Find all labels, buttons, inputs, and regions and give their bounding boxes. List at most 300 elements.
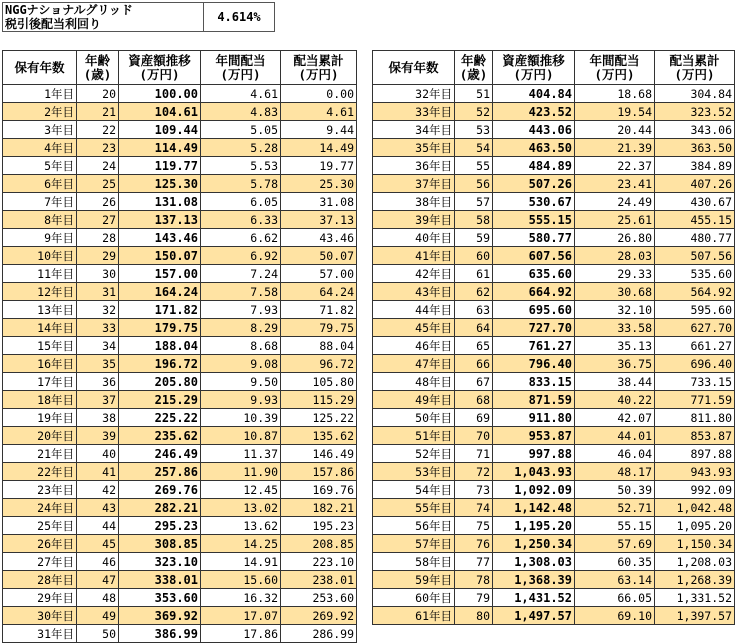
cell-asset: 282.21 [119,499,201,517]
cell-age: 61 [455,265,493,283]
cell-dividend: 26.80 [575,229,655,247]
table-row [373,193,735,211]
cell-year: 9年目 [3,229,77,247]
cell-cumulative: 897.88 [655,445,735,463]
table-row [373,247,735,265]
cell-year: 37年目 [373,175,455,193]
cell-dividend: 18.68 [575,85,655,103]
cell-dividend: 5.05 [201,121,281,139]
cell-cumulative: 253.60 [281,589,357,607]
cell-year: 34年目 [373,121,455,139]
cell-year: 29年目 [3,589,77,607]
table-row [373,535,735,553]
cell-cumulative: 507.56 [655,247,735,265]
cell-cumulative: 1,268.39 [655,571,735,589]
cell-year: 28年目 [3,571,77,589]
cell-year: 23年目 [3,481,77,499]
cell-year: 51年目 [373,427,455,445]
cell-age: 23 [77,139,119,157]
cell-dividend: 25.61 [575,211,655,229]
cell-year: 38年目 [373,193,455,211]
cell-dividend: 17.07 [201,607,281,625]
cell-asset: 1,142.48 [493,499,575,517]
table-row [373,211,735,229]
cell-age: 70 [455,427,493,445]
cell-cumulative: 535.60 [655,265,735,283]
cell-year: 59年目 [373,571,455,589]
table-row [373,409,735,427]
cell-asset: 1,092.09 [493,481,575,499]
cell-asset: 555.15 [493,211,575,229]
table-row [373,427,735,445]
table-row [3,607,357,625]
cell-age: 65 [455,337,493,355]
cell-dividend: 52.71 [575,499,655,517]
table-row [3,265,357,283]
cell-age: 44 [77,517,119,535]
cell-cumulative: 1,208.03 [655,553,735,571]
cell-age: 54 [455,139,493,157]
cell-cumulative: 480.77 [655,229,735,247]
cell-year: 32年目 [373,85,455,103]
cell-dividend: 17.86 [201,625,281,643]
cell-year: 33年目 [373,103,455,121]
cell-asset: 137.13 [119,211,201,229]
cell-age: 62 [455,283,493,301]
cell-cumulative: 455.15 [655,211,735,229]
cell-year: 30年目 [3,607,77,625]
cell-cumulative: 304.84 [655,85,735,103]
cell-dividend: 36.75 [575,355,655,373]
header-age: 年齢 (歳) [455,51,493,85]
cell-asset: 911.80 [493,409,575,427]
table-row [373,139,735,157]
cell-age: 38 [77,409,119,427]
cell-dividend: 12.45 [201,481,281,499]
cell-asset: 119.77 [119,157,201,175]
table-row [373,157,735,175]
cell-age: 71 [455,445,493,463]
cell-dividend: 32.10 [575,301,655,319]
cell-asset: 369.92 [119,607,201,625]
cell-age: 28 [77,229,119,247]
cell-dividend: 7.58 [201,283,281,301]
table-row [3,427,357,445]
cell-cumulative: 195.23 [281,517,357,535]
cell-year: 55年目 [373,499,455,517]
cell-cumulative: 1,095.20 [655,517,735,535]
cell-year: 40年目 [373,229,455,247]
cell-age: 80 [455,607,493,625]
table-row [3,103,357,121]
cell-dividend: 5.78 [201,175,281,193]
cell-dividend: 33.58 [575,319,655,337]
table-row [373,481,735,499]
cell-asset: 423.52 [493,103,575,121]
cell-year: 10年目 [3,247,77,265]
cell-age: 68 [455,391,493,409]
table-row [3,391,357,409]
cell-cumulative: 223.10 [281,553,357,571]
cell-year: 46年目 [373,337,455,355]
cell-age: 79 [455,589,493,607]
cell-dividend: 14.25 [201,535,281,553]
cell-cumulative: 169.76 [281,481,357,499]
cell-year: 8年目 [3,211,77,229]
cell-asset: 269.76 [119,481,201,499]
cell-cumulative: 64.24 [281,283,357,301]
cell-year: 3年目 [3,121,77,139]
cell-cumulative: 238.01 [281,571,357,589]
cell-age: 59 [455,229,493,247]
cell-age: 64 [455,319,493,337]
table-row [373,229,735,247]
cell-year: 58年目 [373,553,455,571]
table-row [3,337,357,355]
cell-year: 47年目 [373,355,455,373]
cell-cumulative: 1,397.57 [655,607,735,625]
cell-year: 50年目 [373,409,455,427]
cell-age: 55 [455,157,493,175]
cell-year: 48年目 [373,373,455,391]
cell-year: 13年目 [3,301,77,319]
cell-cumulative: 430.67 [655,193,735,211]
table-row [373,337,735,355]
cell-cumulative: 96.72 [281,355,357,373]
cell-cumulative: 992.09 [655,481,735,499]
table-row [3,373,357,391]
cell-cumulative: 14.49 [281,139,357,157]
cell-cumulative: 146.49 [281,445,357,463]
cell-age: 21 [77,103,119,121]
cell-dividend: 16.32 [201,589,281,607]
cell-asset: 404.84 [493,85,575,103]
cell-year: 53年目 [373,463,455,481]
cell-age: 40 [77,445,119,463]
cell-asset: 215.29 [119,391,201,409]
table-row [3,85,357,103]
cell-cumulative: 323.52 [655,103,735,121]
cell-age: 46 [77,553,119,571]
cell-asset: 157.00 [119,265,201,283]
table-row [373,571,735,589]
cell-age: 29 [77,247,119,265]
cell-dividend: 55.15 [575,517,655,535]
cell-age: 30 [77,265,119,283]
table-row [373,85,735,103]
cell-year: 18年目 [3,391,77,409]
projection-table-right [372,50,735,625]
cell-age: 53 [455,121,493,139]
cell-dividend: 50.39 [575,481,655,499]
cell-dividend: 30.68 [575,283,655,301]
cell-age: 63 [455,301,493,319]
cell-asset: 205.80 [119,373,201,391]
cell-asset: 295.23 [119,517,201,535]
cell-year: 36年目 [373,157,455,175]
cell-year: 4年目 [3,139,77,157]
cell-asset: 114.49 [119,139,201,157]
cell-year: 16年目 [3,355,77,373]
cell-asset: 104.61 [119,103,201,121]
cell-cumulative: 661.27 [655,337,735,355]
cell-cumulative: 343.06 [655,121,735,139]
cell-asset: 386.99 [119,625,201,643]
cell-asset: 150.07 [119,247,201,265]
cell-cumulative: 363.50 [655,139,735,157]
cell-cumulative: 0.00 [281,85,357,103]
cell-asset: 871.59 [493,391,575,409]
cell-age: 69 [455,409,493,427]
header-dividend: 年間配当 (万円) [575,51,655,85]
header-row [3,51,357,85]
cell-asset: 507.26 [493,175,575,193]
cell-year: 35年目 [373,139,455,157]
cell-dividend: 13.62 [201,517,281,535]
cell-asset: 1,195.20 [493,517,575,535]
cell-cumulative: 157.86 [281,463,357,481]
cell-dividend: 4.61 [201,85,281,103]
cell-age: 57 [455,193,493,211]
cell-year: 27年目 [3,553,77,571]
cell-dividend: 46.04 [575,445,655,463]
table-row [3,625,357,643]
cell-cumulative: 25.30 [281,175,357,193]
cell-cumulative: 105.80 [281,373,357,391]
cell-cumulative: 853.87 [655,427,735,445]
cell-dividend: 9.93 [201,391,281,409]
cell-dividend: 22.37 [575,157,655,175]
table-row [373,517,735,535]
cell-asset: 484.89 [493,157,575,175]
table-row [373,301,735,319]
cell-cumulative: 564.92 [655,283,735,301]
cell-dividend: 23.41 [575,175,655,193]
cell-age: 24 [77,157,119,175]
header-asset: 資産額推移 (万円) [493,51,575,85]
header-age: 年齢 (歳) [77,51,119,85]
cell-dividend: 6.62 [201,229,281,247]
info-table [2,2,275,32]
table-row [3,535,357,553]
cell-year: 61年目 [373,607,455,625]
table-row [373,175,735,193]
stock-name-cell [3,3,204,32]
stock-name: NGGナショナルグリッド [5,3,133,17]
cell-year: 20年目 [3,427,77,445]
cell-dividend: 6.92 [201,247,281,265]
cell-cumulative: 43.46 [281,229,357,247]
table-row [373,319,735,337]
cell-asset: 188.04 [119,337,201,355]
cell-dividend: 4.83 [201,103,281,121]
cell-cumulative: 1,042.48 [655,499,735,517]
cell-asset: 338.01 [119,571,201,589]
cell-asset: 171.82 [119,301,201,319]
cell-asset: 179.75 [119,319,201,337]
cell-age: 41 [77,463,119,481]
cell-age: 33 [77,319,119,337]
cell-asset: 1,497.57 [493,607,575,625]
cell-asset: 1,250.34 [493,535,575,553]
cell-year: 41年目 [373,247,455,265]
header-cumulative: 配当累計 (万円) [281,51,357,85]
table-row [373,589,735,607]
cell-dividend: 19.54 [575,103,655,121]
cell-age: 32 [77,301,119,319]
cell-cumulative: 4.61 [281,103,357,121]
table-row [3,463,357,481]
cell-cumulative: 269.92 [281,607,357,625]
cell-dividend: 6.05 [201,193,281,211]
cell-dividend: 48.17 [575,463,655,481]
cell-age: 60 [455,247,493,265]
cell-asset: 664.92 [493,283,575,301]
cell-cumulative: 595.60 [655,301,735,319]
cell-asset: 761.27 [493,337,575,355]
table-row [3,499,357,517]
cell-asset: 257.86 [119,463,201,481]
cell-dividend: 14.91 [201,553,281,571]
cell-year: 31年目 [3,625,77,643]
cell-age: 48 [77,589,119,607]
cell-dividend: 28.03 [575,247,655,265]
cell-dividend: 10.87 [201,427,281,445]
cell-asset: 1,308.03 [493,553,575,571]
cell-dividend: 42.07 [575,409,655,427]
cell-year: 21年目 [3,445,77,463]
cell-dividend: 21.39 [575,139,655,157]
cell-year: 6年目 [3,175,77,193]
cell-cumulative: 9.44 [281,121,357,139]
cell-year: 57年目 [373,535,455,553]
table-row [3,139,357,157]
cell-dividend: 7.93 [201,301,281,319]
cell-dividend: 20.44 [575,121,655,139]
cell-cumulative: 88.04 [281,337,357,355]
cell-year: 60年目 [373,589,455,607]
table-row [3,589,357,607]
cell-cumulative: 384.89 [655,157,735,175]
cell-year: 42年目 [373,265,455,283]
cell-dividend: 5.28 [201,139,281,157]
cell-asset: 953.87 [493,427,575,445]
header-year: 保有年数 [3,51,77,85]
cell-cumulative: 135.62 [281,427,357,445]
cell-asset: 833.15 [493,373,575,391]
cell-asset: 353.60 [119,589,201,607]
cell-dividend: 60.35 [575,553,655,571]
cell-cumulative: 115.29 [281,391,357,409]
cell-year: 54年目 [373,481,455,499]
cell-cumulative: 19.77 [281,157,357,175]
table-row [373,265,735,283]
header-year: 保有年数 [373,51,455,85]
cell-cumulative: 208.85 [281,535,357,553]
cell-year: 25年目 [3,517,77,535]
cell-age: 47 [77,571,119,589]
cell-dividend: 24.49 [575,193,655,211]
cell-cumulative: 1,331.52 [655,589,735,607]
header-asset: 資産額推移 (万円) [119,51,201,85]
cell-dividend: 8.68 [201,337,281,355]
cell-year: 52年目 [373,445,455,463]
table-row [373,463,735,481]
cell-dividend: 7.24 [201,265,281,283]
cell-age: 51 [455,85,493,103]
cell-dividend: 9.50 [201,373,281,391]
cell-asset: 1,043.93 [493,463,575,481]
cell-asset: 695.60 [493,301,575,319]
table-row [373,445,735,463]
cell-dividend: 29.33 [575,265,655,283]
cell-cumulative: 811.80 [655,409,735,427]
cell-age: 25 [77,175,119,193]
cell-asset: 997.88 [493,445,575,463]
table-row [3,445,357,463]
cell-age: 22 [77,121,119,139]
cell-asset: 530.67 [493,193,575,211]
cell-asset: 225.22 [119,409,201,427]
cell-age: 27 [77,211,119,229]
cell-asset: 796.40 [493,355,575,373]
cell-year: 39年目 [373,211,455,229]
cell-cumulative: 733.15 [655,373,735,391]
table-row [3,355,357,373]
cell-dividend: 15.60 [201,571,281,589]
cell-dividend: 11.90 [201,463,281,481]
cell-cumulative: 182.21 [281,499,357,517]
cell-dividend: 9.08 [201,355,281,373]
cell-dividend: 66.05 [575,589,655,607]
cell-asset: 323.10 [119,553,201,571]
table-row [373,553,735,571]
cell-year: 45年目 [373,319,455,337]
projection-table-left [2,50,357,643]
cell-dividend: 69.10 [575,607,655,625]
cell-year: 5年目 [3,157,77,175]
table-row [3,553,357,571]
header-cumulative: 配当累計 (万円) [655,51,735,85]
cell-dividend: 35.13 [575,337,655,355]
cell-dividend: 44.01 [575,427,655,445]
cell-cumulative: 1,150.34 [655,535,735,553]
cell-asset: 246.49 [119,445,201,463]
cell-age: 56 [455,175,493,193]
cell-year: 12年目 [3,283,77,301]
table-row [3,157,357,175]
cell-age: 31 [77,283,119,301]
cell-year: 2年目 [3,103,77,121]
cell-age: 72 [455,463,493,481]
cell-asset: 635.60 [493,265,575,283]
cell-age: 35 [77,355,119,373]
cell-age: 36 [77,373,119,391]
table-row [373,607,735,625]
cell-cumulative: 407.26 [655,175,735,193]
yield-label: 税引後配当利回り [5,17,102,31]
cell-cumulative: 125.22 [281,409,357,427]
table-row [373,499,735,517]
cell-asset: 100.00 [119,85,201,103]
table-row [3,283,357,301]
table-row [373,283,735,301]
cell-dividend: 11.37 [201,445,281,463]
table-row [3,229,357,247]
cell-year: 56年目 [373,517,455,535]
cell-age: 73 [455,481,493,499]
cell-asset: 1,431.52 [493,589,575,607]
